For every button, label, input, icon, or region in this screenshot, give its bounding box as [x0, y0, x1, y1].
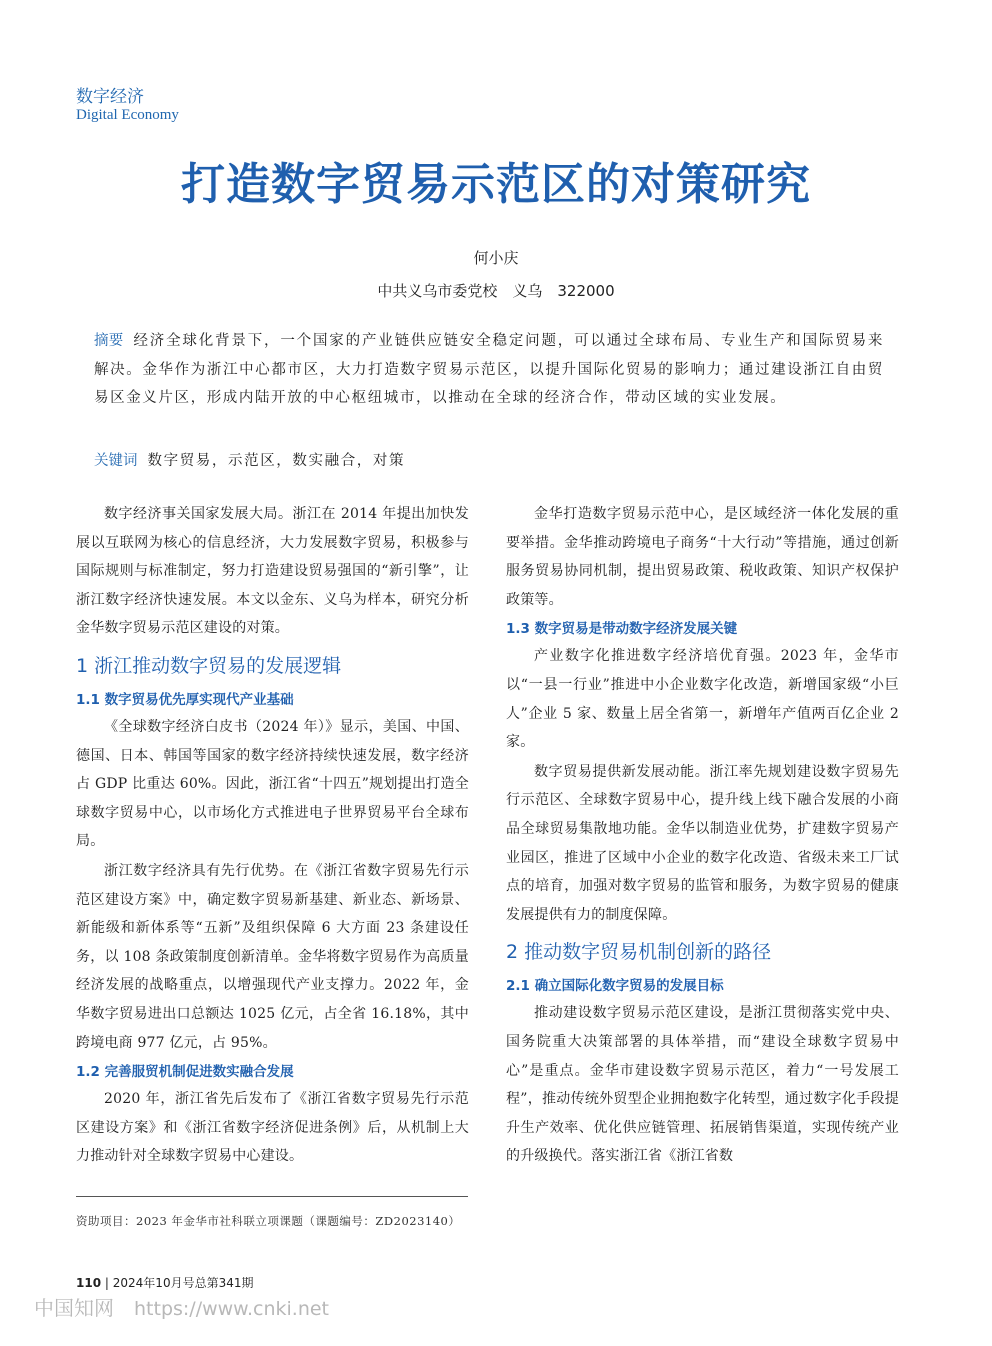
abstract — [94, 327, 884, 413]
paragraph: 数字经济事关国家发展大局。浙江在 2014 年提出加快发展以互联网为核心的信息经济，大力发展数字贸易，积极参与国际规则与标准制定，努力打造建设贸易强国的“新引擎”，让浙江数字经济快速发展。本文以金东、义乌为样本，研究分析金华数字贸易示范区建设的对策。 — [76, 506, 469, 637]
funding-footnote: 资助项目：2023 年金华市社科联立项课题（课题编号：ZD2023140） — [76, 1214, 461, 1228]
paragraph: 浙江数字经济具有先行优势。在《浙江省数字贸易先行示范区建设方案》中，确定数字贸易新基建、新业态、新场景、新能级和新体系等“五新”及组织保障 6 大方面 23 条建设任务，以 108 条政策制度创新清单。金华将数字贸易作为高质量经济发展的战略重点，以增强现代产业支撑力。2022 年，金华数字贸易进出口总额达 1025 亿元，占全省 16.18%，其中跨境电商 977 亿元，占 95%。 — [76, 862, 469, 1051]
page-footer — [76, 1274, 253, 1291]
page-number: 110 — [76, 1276, 102, 1290]
paragraph: 产业数字化推进数字经济培优育强。2023 年，金华市以“一县一行业”推进中小企业数字化改造，新增国家级“小巨人”企业 5 家、数量上居全省第一，新增年产值两百亿企业 2 家。 — [506, 648, 899, 751]
author-affiliation: 中共义乌市委党校 义乌 322000 — [377, 282, 615, 300]
paragraph: 《全球数字经济白皮书（2024 年）》显示，美国、中国、德国、日本、韩国等国家的数字经济持续快速发展，数字经济占 GDP 比重达 60%。因此，浙江省“十四五”规划提出打造全球数字贸易中心，以市场化方式推进电子世界贸易平台全球布局。 — [76, 718, 469, 850]
left-column — [76, 500, 469, 1172]
section-label: 数字经济 — [76, 87, 144, 107]
footnote-divider — [76, 1196, 468, 1197]
footer-separator: | — [104, 1276, 109, 1290]
paragraph: 推动建设数字贸易示范区建设，是浙江贯彻落实党中央、国务院重大决策部署的具体举措，而“建设全球数字贸易中心”是重点。金华市建设数字贸易示范区，着力“一号发展工程”，推动传统外贸型企业拥抱数字化转型，通过数字化手段提升生产效率、优化供应链管理、拓展销售渠道，实现传统产业的升级换代。落实浙江省《浙江省数 — [506, 1005, 899, 1165]
watermark — [34, 1292, 329, 1321]
keywords-label: 关键词 — [94, 453, 138, 469]
abstract-label: 摘要 — [94, 333, 124, 349]
keywords-text: 数字贸易，示范区，数实融合，对策 — [147, 453, 406, 469]
author-name: 何小庆 — [473, 249, 519, 267]
keywords — [94, 449, 884, 470]
watermark-brand: 中国知网 — [34, 1296, 114, 1320]
section-heading: 2 推动数字贸易机制创新的路径 — [506, 941, 772, 964]
paragraph: 金华打造数字贸易示范中心，是区域经济一体化发展的重要举措。金华推动跨境电子商务“十大行动”等措施，通过创新服务贸易协同机制，提出贸易政策、税收政策、知识产权保护政策等。 — [506, 506, 899, 608]
right-column — [506, 500, 899, 1172]
paragraph: 2020 年，浙江省先后发布了《浙江省数字贸易先行示范区建设方案》和《浙江省数字经济促进条例》后，从机制上大力推动针对全球数字贸易中心建设。 — [76, 1091, 469, 1165]
paragraph: 数字贸易提供新发展动能。浙江率先规划建设数字贸易先行示范区、全球数字贸易中心，提升线上线下融合发展的小商品全球贸易集散地功能。金华以制造业优势，扩建数字贸易产业园区，推进了区域中小企业的数字化改造、省级未来工厂试点的培育，加强对数字贸易的监管和服务，为数字贸易的健康发展提供有力的制度保障。 — [506, 763, 899, 923]
section-label-en: Digital Economy — [76, 107, 179, 123]
subsection-heading: 1.1 数字贸易优先厚实现代产业基础 — [76, 691, 294, 708]
subsection-heading: 1.3 数字贸易是带动数字经济发展关键 — [506, 621, 738, 638]
issue-info: 2024年10月号总第341期 — [112, 1276, 254, 1290]
article-title: 打造数字贸易示范区的对策研究 — [181, 159, 811, 210]
abstract-text: 经济全球化背景下，一个国家的产业链供应链安全稳定问题，可以通过全球布局、专业生产和国际贸易来解决。金华作为浙江中心都市区，大力打造数字贸易示范区，以提升国际化贸易的影响力；通过建设浙江自由贸易区金义片区，形成内陆开放的中心枢纽城市，以推动在全球的经济合作，带动区域的实业发展。 — [94, 333, 884, 406]
watermark-url: https://www.cnki.net — [134, 1298, 330, 1320]
section-heading: 1 浙江推动数字贸易的发展逻辑 — [76, 654, 342, 677]
subsection-heading: 1.2 完善服贸机制促进数实融合发展 — [76, 1064, 294, 1081]
subsection-heading: 2.1 确立国际化数字贸易的发展目标 — [506, 978, 724, 995]
